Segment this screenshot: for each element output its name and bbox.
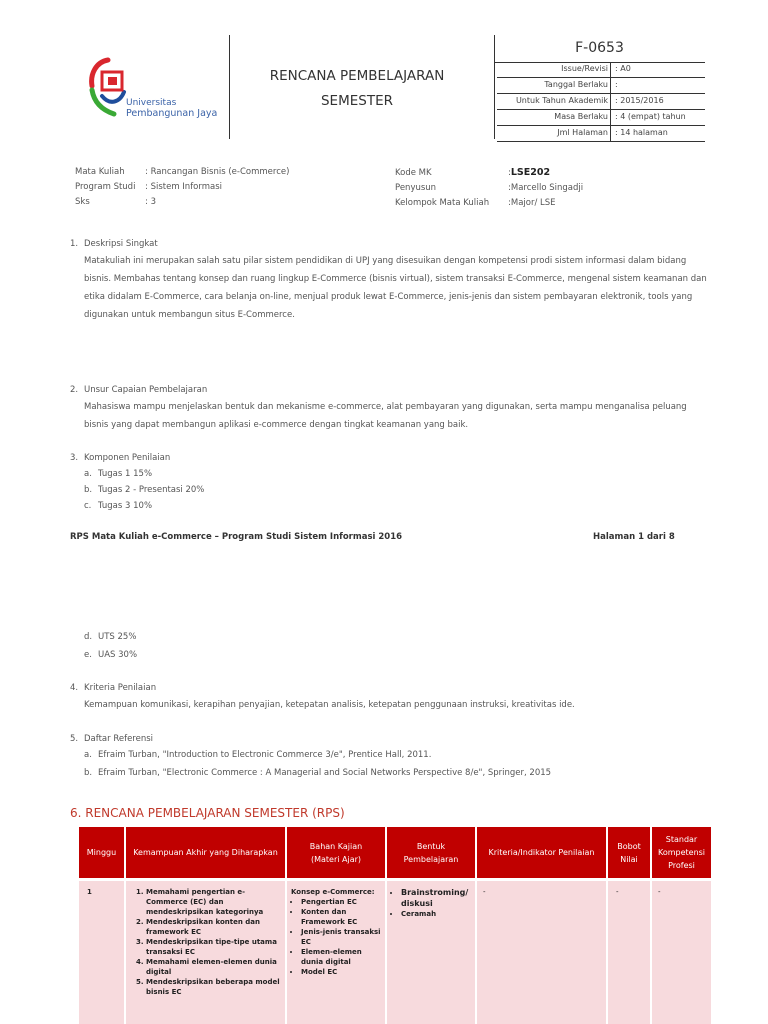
meta-label: Masa Berlaku [554,112,608,121]
header-minggu: Minggu [79,827,126,878]
logo-text-line1: Universitas [126,98,177,108]
section-komponen [70,450,710,514]
course-field-value: : 3 [145,197,156,207]
meta-row-tahun [497,94,705,110]
meta-label: Untuk Tahun Akademik [515,96,608,105]
reference-item [70,765,710,781]
section-komponen-continued [70,629,710,663]
meta-separator [610,110,611,125]
list-item: 1. Memahami pengertian e-Commerce (EC) dan mendeskripsikan kategorinya [146,887,281,917]
meta-separator [610,126,611,141]
course-field-value: : Sistem Informasi [145,182,223,192]
list-item [70,629,710,645]
list-text: UTS 25% [98,632,137,642]
section-heading [70,680,710,696]
meta-label: Jml Halaman [557,128,608,137]
list-letter: e. [84,650,92,660]
header-bahan: Bahan Kajian (Materi Ajar) [287,827,387,878]
list-letter: d. [84,632,93,642]
course-field-colon: : [508,183,511,193]
meta-row-masa [497,110,705,126]
list-item: 3. Mendeskripsikan tipe-tipe utama transaksi EC [146,937,281,957]
course-field-label: Kelompok Mata Kuliah [395,198,490,208]
meta-value: : A0 [615,64,631,73]
header-divider-right [494,35,495,139]
cell-bobot [608,881,652,1024]
bentuk-list [389,887,471,919]
section-heading [70,450,710,466]
kemampuan-list [132,887,281,997]
list-letter: a. [84,750,92,760]
cell-kemampuan [126,881,287,1024]
section-title: Unsur Capaian Pembelajaran [84,385,208,395]
list-text: Tugas 2 - Presentasi 20% [98,485,205,495]
document-title [232,64,482,114]
list-item: • Model EC [301,967,381,977]
section-title: Daftar Referensi [84,734,154,744]
list-letter: a. [84,469,92,479]
section-kriteria [70,680,710,714]
meta-value: : 2015/2016 [615,96,664,105]
meta-label: Tanggal Berlaku [544,80,608,89]
list-letter: b. [84,485,93,495]
cell-standar [652,881,711,1024]
list-text: Tugas 3 10% [98,501,153,511]
course-field [75,180,289,195]
course-info-right [395,165,583,211]
course-field-label: Program Studi [75,182,136,192]
header-kriteria: Kriteria/Indikator Penilaian [477,827,608,878]
course-field-colon: : [508,168,511,178]
bahan-title: Konsep e-Commerce: [291,888,375,896]
course-field [75,195,289,210]
list-letter: c. [84,501,92,511]
bobot-value: - [616,888,619,896]
page-footer-left: RPS Mata Kuliah e-Commerce – Program Studi Sistem Informasi 2016 [70,532,403,542]
university-emblem-icon [88,56,128,120]
list-item: • Elemen-elemen dunia digital [301,947,381,967]
university-logo [88,56,223,124]
meta-value: : 14 halaman [615,128,668,137]
header-divider-left [229,35,230,139]
title-line1: RENCANA PEMBELAJARAN [269,68,445,84]
section-number: 3. [70,453,79,463]
meta-row-issue [497,62,705,78]
cell-minggu [79,881,126,1024]
section-heading [70,236,710,252]
meta-separator [610,62,611,77]
section-heading [70,731,710,747]
cell-kriteria [477,881,608,1024]
week-number: 1 [87,888,92,896]
section-body: Kemampuan komunikasi, kerapihan penyajian, ketepatan analisis, ketepatan penggunaan instruksi, kreativitas ide. [84,700,575,710]
course-field [395,165,583,181]
course-field [395,181,583,196]
section-heading [70,382,710,398]
list-item: • Jenis-jenis transaksi EC [301,927,381,947]
course-field [395,196,583,211]
title-line2: SEMESTER [320,93,393,109]
section-title: Deskripsi Singkat [84,239,158,249]
section-number: 2. [70,385,79,395]
cell-bentuk [387,881,477,1024]
course-field-label: Kode MK [395,168,432,178]
section-number: 4. [70,683,79,693]
header-bentuk: Bentuk Pembelajaran [387,827,477,878]
list-text: UAS 30% [98,650,138,660]
meta-value: : 4 (empat) tahun [615,112,686,121]
section-number: 1. [70,239,79,249]
meta-separator [610,94,611,109]
list-item: • Konten dan Framework EC [301,907,381,927]
section-title: Komponen Penilaian [84,453,171,463]
list-item [70,498,710,514]
rps-table-header [79,827,711,878]
course-code: LSE202 [510,167,551,178]
reference-text: Efraim Turban, "Introduction to Electronic Commerce 3/e", Prentice Hall, 2011. [98,750,432,760]
meta-separator [610,78,611,93]
section-capaian [70,382,710,434]
meta-label: Issue/Revisi [561,64,608,73]
section-title: Kriteria Penilaian [84,683,157,693]
course-field-value: : Rancangan Bisnis (e-Commerce) [145,167,290,177]
course-field-label: Penyusun [395,183,437,193]
course-info-left [75,165,289,210]
list-item: 5. Mendeskripsikan beberapa model bisnis EC [146,977,281,997]
list-item: • Pengertian EC [301,897,381,907]
list-text: Tugas 1 15% [98,469,153,479]
meta-row-tanggal [497,78,705,94]
meta-value: : [615,80,618,89]
list-item [70,466,710,482]
cell-bahan [287,881,387,1024]
reference-text: Efraim Turban, "Electronic Commerce : A Managerial and Social Networks Perspective 8/e", Springer, 2015 [98,768,552,778]
list-letter: b. [84,768,93,778]
list-item: 4. Memahami elemen-elemen dunia digital [146,957,281,977]
header-kemampuan: Kemampuan Akhir yang Diharapkan [126,827,287,878]
section-body: Matakuliah ini merupakan salah satu pilar sistem pendidikan di UPJ yang disesuikan dengan kompetensi prodi sistem informasi dalam bidang bisnis. Membahas tentang konsep dan ruang lingkup E-Commerce (bisnis virtual), sistem transaksi E-Commerce, mengenal sistem keamanan dan etika didalam E-Commerce, cara belanja on-line, menjual produk lewat E-Commerce, jenis-jenis dan sistem pembayaran elektronik, tools yang digunakan untuk membangun situs E-Commerce. [84,256,707,320]
course-field-colon: : [508,198,511,208]
logo-text-line2: Pembangunan Jaya [126,108,218,119]
standar-value: - [658,888,661,896]
header-standar: Standar Kompetensi Profesi [657,835,706,870]
course-field-label: Sks [75,197,90,207]
list-item: • Ceramah [401,909,471,919]
section-deskripsi [70,236,710,324]
course-field-value: Marcello Singadji [510,183,584,193]
page-footer-right: Halaman 1 dari 8 [593,532,675,542]
list-item [70,482,710,498]
list-item: 2. Mendeskripsikan konten dan framework EC [146,917,281,937]
course-field [75,165,289,180]
course-field-label: Mata Kuliah [75,167,125,177]
list-item: • Brainstroming/ diskusi [401,887,471,909]
header-bobot: Bobot Nilai [608,827,652,878]
rps-section-title: 6. RENCANA PEMBELAJARAN SEMESTER (RPS) [70,806,345,820]
course-field-value: Major/ LSE [510,198,556,208]
section-referensi [70,731,710,781]
form-code: F-0653 [575,40,624,56]
bahan-list [291,897,381,977]
kriteria-value: - [483,888,486,896]
section-number: 5. [70,734,79,744]
reference-item [70,747,710,763]
list-item [70,647,710,663]
meta-row-halaman [497,126,705,142]
section-body: Mahasiswa mampu menjelaskan bentuk dan mekanisme e-commerce, alat pembayaran yang digunakan, serta mampu menganalisa peluang bisnis yang dapat membangun aplikasi e-commerce dengan tingkat keamanan yang baik. [84,402,687,430]
